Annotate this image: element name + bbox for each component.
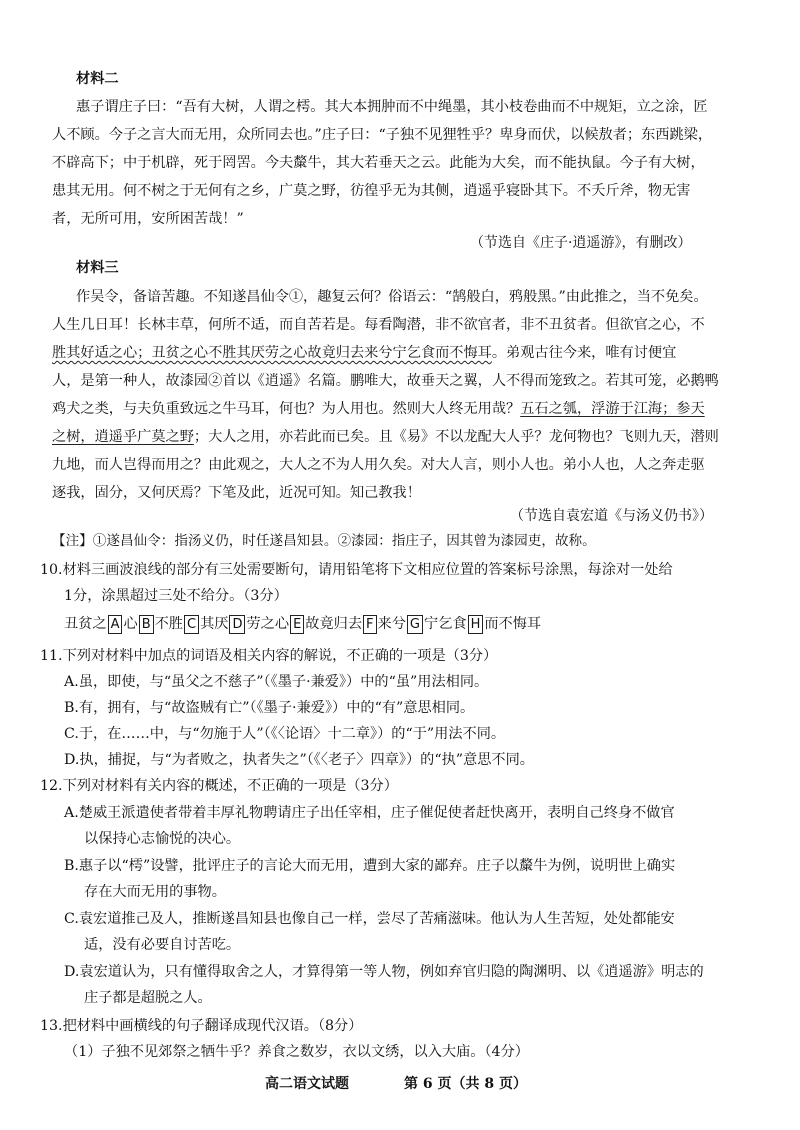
wavy-underline-text: 胜其好适之心；: [52, 345, 152, 361]
question-11-option: B.有，拥有，与“故盗贼有亡”（《墨子·兼爱》）中的“有”意思相同。: [64, 700, 475, 716]
segment-text: 丑贫之: [64, 616, 107, 632]
material2-line: 人不顾。今子之言大而无用，众所同去也。”庄子曰：“子独不见狸牲乎？卑身而伏，以候敖者；东西跳梁，: [52, 127, 713, 143]
question-12-stem: 12.下列对材料有关内容的概述，不正确的一项是（3分）: [40, 778, 398, 794]
straight-underline-text: 五石之瓠，浮游于江海；参天: [520, 401, 705, 417]
material3-line: 人，是第一种人，故漆园②首以《逍遥》名篇。鹏唯大，故垂天之翼，人不得而笼致之。若其可笼，必鹅鸭: [52, 373, 719, 389]
footer-page-number: 第 6 页（共 8 页）: [404, 1076, 527, 1092]
question-13-sub1: （1）子独不见郊祭之牺牛乎？养食之数岁，衣以文绣，以入大庙。（4分）: [64, 1044, 529, 1060]
material3-line: 逐我，固分，又何厌焉？下笔及此，近况可知。知己教我！: [52, 485, 421, 501]
question-12-option-cont: 以保持心志愉悦的决心。: [84, 831, 241, 847]
segment-text: 宁乞食: [424, 616, 467, 632]
answer-box-b[interactable]: B: [139, 615, 154, 634]
question-12-option: A.楚威王派遣使者带着丰厚礼物聘请庄子出任宰相，庄子催促使者赶快离开，表明自己终身不做官: [64, 805, 675, 821]
material3-line: [52, 343, 676, 363]
material3-line: 九地，而人岂得而用之？由此观之，大人之不为人用久矣。对大人言，则小人也。弟小人也，人之奔走驱: [52, 457, 705, 473]
question-12-option: B.惠子以“樗”设譬，批评庄子的言论大而无用，遭到大家的鄙弃。庄子以斄牛为例，说明世上确实: [64, 858, 676, 874]
material3-heading: 材料三: [76, 260, 119, 276]
answer-box-c[interactable]: C: [184, 615, 199, 634]
question-13-stem: 13.把材料中画横线的句子翻译成现代汉语。（8分）: [40, 1018, 363, 1034]
question-11-option: A.虽，即使，与“虽父之不慈子”（《墨子·兼爱》）中的“虽”用法相同。: [64, 674, 489, 690]
answer-option-row: [64, 614, 541, 634]
question-11-stem: 11.下列对材料中加点的词语及相关内容的解说，不正确的一项是（3分）: [40, 648, 498, 664]
straight-underline-text: 之树，逍遥乎广莫之野: [52, 429, 194, 445]
material2-line: 者，无所可用，安所困苦哉！”: [52, 211, 244, 227]
material3-line: 人生几日耳！长林丰草，何所不适，而自苦若是。每看陶潜，非不欲官者，非不丑贫者。但欲官之心，不: [52, 317, 705, 333]
segment-text: 其厌: [200, 616, 229, 632]
question-12-option: C.袁宏道推己及人，推断遂昌知县也像自己一样，尝尽了苦痛滋味。他认为人生苦短，处处都能安: [64, 911, 675, 927]
material3-line: [52, 399, 705, 419]
answer-box-g[interactable]: G: [407, 615, 423, 634]
question-12-option-cont: 存在大而无用的事物。: [84, 884, 226, 900]
segment-text: 而不悔耳: [484, 616, 542, 632]
material2-line: 患其无用。何不树之于无何有之乡，广莫之野，彷徨乎无为其侧，逍遥乎寝卧其下。不夭斤斧，物无害: [52, 183, 691, 199]
answer-box-e[interactable]: E: [290, 615, 304, 634]
plain-text: 。弟观古往今来，唯有讨便宜: [491, 345, 677, 361]
wavy-underline-text: 丑贫之心不胜其厌劳之心故竟归去来兮宁乞食而不悔耳: [151, 345, 492, 361]
question-10-stem: 1分，涂黑超过三处不给分。（3分）: [64, 588, 288, 604]
material2-line: 不辟高下；中于机辟，死于罔罟。今夫斄牛，其大若垂天之云。此能为大矣，而不能执鼠。今子有大树，: [52, 155, 705, 171]
answer-box-h[interactable]: H: [468, 615, 484, 634]
segment-text: 劳之心: [246, 616, 290, 632]
material2-source: （节选自《庄子·逍遥游》，有删改）: [470, 235, 692, 251]
question-12-option: D.袁宏道认为，只有懂得取舍之人，才算得第一等人物，例如弃官归隐的陶渊明、以《逍遥游》明志的: [64, 964, 704, 980]
footnote: 【注】①遂昌仙令：指汤义仍，时任遂昌知县。②漆园：指庄子，因其曾为漆园吏，故称。: [52, 533, 596, 549]
question-11-option: C.于，在……中，与“勿施于人”（《〈论语〉十二章》）的“于”用法不同。: [64, 726, 506, 742]
question-11-option: D.执，捕捉，与“为者败之，执者失之”（《〈老子〉四章》）的“执”意思不同。: [64, 752, 534, 768]
material3-source: （节选自袁宏道《与汤义仍书》）: [510, 508, 713, 524]
plain-text: 鸡犬之类，与夫负重致远之牛马耳，何也？为人用也。然则大人终无用哉？: [52, 401, 521, 417]
material2-line: 惠子谓庄子曰：“吾有大树，人谓之樗。其大本拥肿而不中绳墨，其小枝卷曲而不中规矩，立之涂，匠: [76, 99, 708, 115]
answer-box-d[interactable]: D: [229, 615, 245, 634]
material3-line: [52, 427, 719, 447]
answer-box-f[interactable]: F: [363, 615, 376, 634]
segment-text: 心: [123, 616, 138, 632]
question-12-option-cont: 庄子都是超脱之人。: [84, 990, 212, 1006]
question-10-stem: 10.材料三画波浪线的部分有三处需要断句，请用铅笔将下文相应位置的答案标号涂黑，每涂对一处给: [40, 562, 673, 578]
segment-text: 不胜: [154, 616, 183, 632]
segment-text: 来兮: [377, 616, 406, 632]
plain-text: ；大人之用，亦若此而已矣。且《易》不以龙配大人乎？龙何物也？飞则九天，潜则: [193, 429, 719, 445]
answer-box-a[interactable]: A: [108, 615, 123, 634]
material3-line: 作吴令，备谙苦趣。不知遂昌仙令①，趣复云何？俗语云：“鹄般白，鸦般黑。”由此推之，当不免矣。: [76, 289, 708, 305]
material2-heading: 材料二: [76, 71, 119, 87]
question-12-option-cont: 适，没有必要自讨苦吃。: [84, 937, 241, 953]
segment-text: 故竟归去: [305, 616, 363, 632]
footer-subject: 高二语文试题: [265, 1076, 349, 1092]
